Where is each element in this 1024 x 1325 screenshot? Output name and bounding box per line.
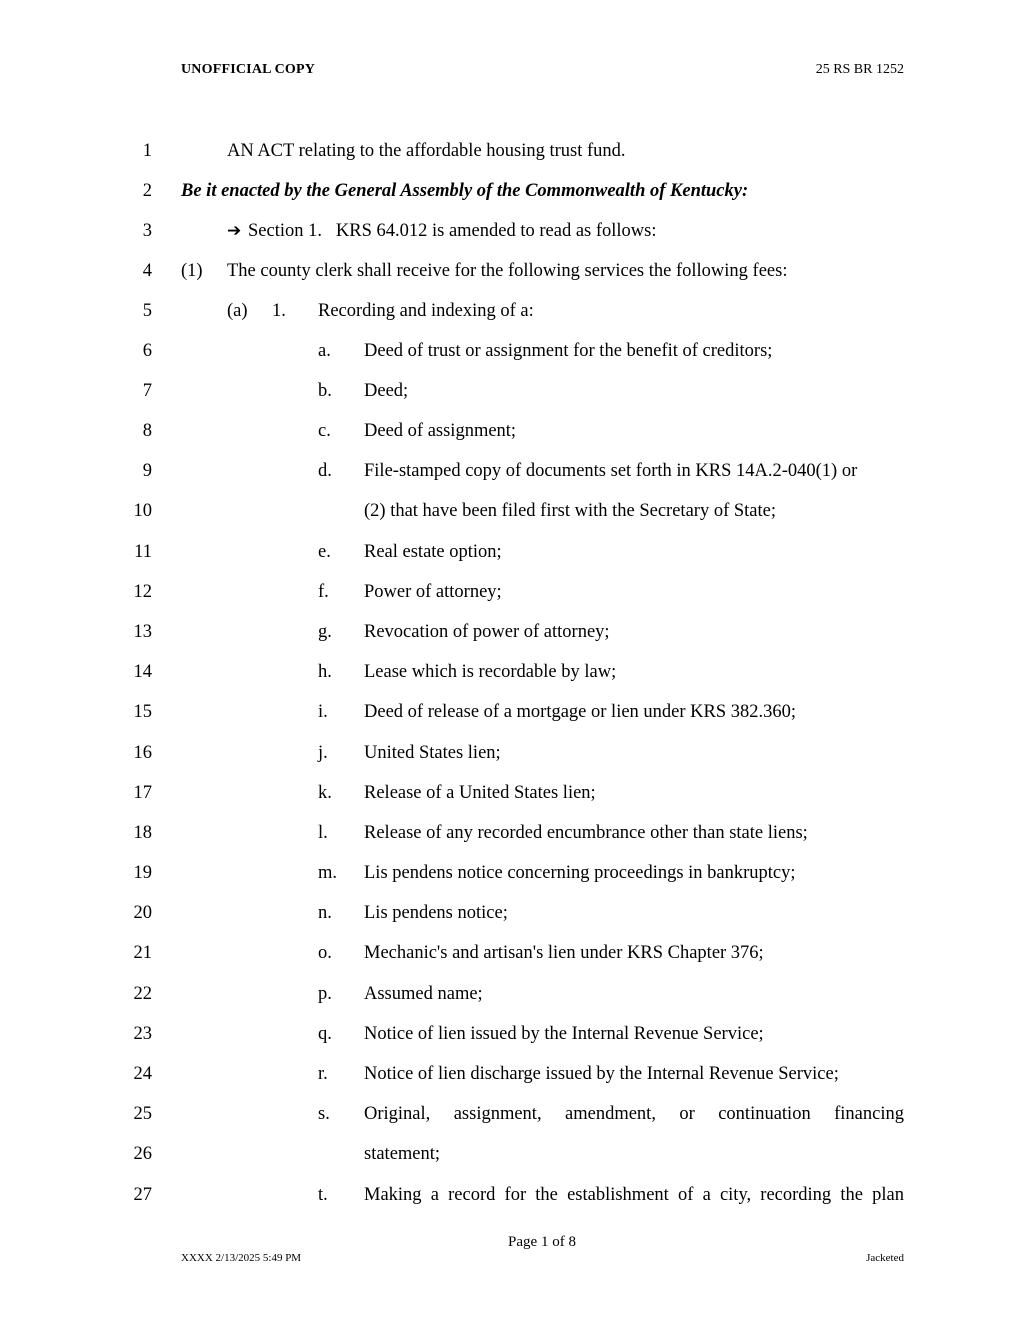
line-text: Power of attorney; — [364, 582, 502, 602]
line-number: 17 — [133, 783, 152, 803]
document-line — [0, 296, 1024, 326]
footer-status: Jacketed — [866, 1252, 904, 1264]
document-line — [0, 1139, 1024, 1169]
document-line — [0, 738, 1024, 768]
line-number: 11 — [134, 542, 152, 562]
line-number: 7 — [142, 381, 152, 401]
line-number: 19 — [133, 863, 152, 883]
line-text: Lis pendens notice; — [364, 903, 508, 923]
document-line — [0, 577, 1024, 607]
document-line — [0, 256, 1024, 286]
line-text: (2) that have been filed first with the Secretary of State; — [364, 501, 776, 521]
act-title: AN ACT relating to the affordable housing trust fund. — [227, 141, 626, 161]
item-label: h. — [318, 662, 332, 682]
line-number: 14 — [133, 662, 152, 682]
line-text: United States lien; — [364, 743, 501, 763]
item-label: j. — [318, 743, 328, 763]
line-number: 8 — [142, 421, 152, 441]
line-number: 25 — [133, 1104, 152, 1124]
item-label: b. — [318, 381, 332, 401]
line-text: Deed of assignment; — [364, 421, 517, 441]
document-line — [0, 818, 1024, 848]
line-text: File-stamped copy of documents set forth in KRS 14A.2-040(1) or — [364, 461, 858, 481]
line-number: 10 — [133, 501, 152, 521]
line-number: 21 — [133, 943, 152, 963]
document-line — [0, 1180, 1024, 1210]
line-number: 24 — [133, 1064, 152, 1084]
item-label: o. — [318, 943, 332, 963]
document-line — [0, 657, 1024, 687]
page-number: Page 1 of 8 — [508, 1234, 576, 1250]
line-text: Notice of lien issued by the Internal Revenue Service; — [364, 1024, 764, 1044]
item-label: q. — [318, 1024, 332, 1044]
subparagraph-label: 1. — [272, 301, 286, 321]
header-bill-request-number: 25 RS BR 1252 — [815, 62, 904, 77]
line-number: 12 — [133, 582, 152, 602]
line-number: 16 — [133, 743, 152, 763]
line-text: Real estate option; — [364, 542, 502, 562]
line-text: Release of any recorded encumbrance other than state liens; — [364, 823, 808, 843]
line-text: Notice of lien discharge issued by the Internal Revenue Service; — [364, 1064, 839, 1084]
line-text: Making a record for the establishment of a city, recording the plan — [364, 1185, 904, 1205]
document-line — [0, 456, 1024, 486]
document-line — [0, 1019, 1024, 1049]
line-text: Recording and indexing of a: — [318, 301, 534, 321]
line-number: 23 — [133, 1024, 152, 1044]
document-line — [0, 898, 1024, 928]
item-label: f. — [318, 582, 329, 602]
item-label: n. — [318, 903, 332, 923]
document-line — [0, 697, 1024, 727]
document-line — [0, 336, 1024, 366]
line-text: Deed of trust or assignment for the benefit of creditors; — [364, 341, 773, 361]
document-line — [0, 617, 1024, 647]
document-line — [0, 176, 1024, 206]
header-unofficial-copy: UNOFFICIAL COPY — [181, 62, 316, 77]
line-number: 20 — [133, 903, 152, 923]
line-text: Assumed name; — [364, 984, 483, 1004]
paragraph-label: (a) — [227, 301, 248, 321]
document-line — [0, 537, 1024, 567]
line-number: 15 — [133, 702, 152, 722]
item-label: p. — [318, 984, 332, 1004]
item-label: c. — [318, 421, 331, 441]
line-text: Deed of release of a mortgage or lien under KRS 382.360; — [364, 702, 797, 722]
document-line — [0, 216, 1024, 246]
line-number: 6 — [142, 341, 152, 361]
item-label: e. — [318, 542, 331, 562]
line-number: 9 — [142, 461, 152, 481]
document-line — [0, 858, 1024, 888]
line-text: Mechanic's and artisan's lien under KRS Chapter 376; — [364, 943, 764, 963]
item-label: m. — [318, 863, 338, 883]
line-text: Revocation of power of attorney; — [364, 622, 610, 642]
line-text: The county clerk shall receive for the following services the following fees: — [227, 261, 788, 281]
line-text: Original, assignment, amendment, or continuation financing — [364, 1104, 904, 1124]
line-text: Lease which is recordable by law; — [364, 662, 617, 682]
document-line — [0, 136, 1024, 166]
line-number: 22 — [133, 984, 152, 1004]
item-label: a. — [318, 341, 331, 361]
item-label: t. — [318, 1185, 328, 1205]
line-number: 1 — [142, 141, 152, 161]
line-number: 2 — [142, 181, 152, 201]
subsection-label: (1) — [181, 261, 203, 281]
line-number: 27 — [133, 1185, 152, 1205]
section-heading: Section 1. KRS 64.012 is amended to read as follows: — [248, 221, 657, 241]
item-label: d. — [318, 461, 332, 481]
document-line — [0, 416, 1024, 446]
item-label: l. — [318, 823, 328, 843]
footer-timestamp: XXXX 2/13/2025 5:49 PM — [181, 1252, 302, 1264]
line-number: 26 — [133, 1144, 152, 1164]
document-line — [0, 979, 1024, 1009]
enacting-clause: Be it enacted by the General Assembly of the Commonwealth of Kentucky: — [181, 181, 749, 201]
document-line — [0, 1099, 1024, 1129]
line-text: statement; — [364, 1144, 441, 1164]
line-number: 18 — [133, 823, 152, 843]
item-label: i. — [318, 702, 328, 722]
line-text: Deed; — [364, 381, 409, 401]
line-number: 4 — [142, 261, 152, 281]
item-label: s. — [318, 1104, 330, 1124]
document-line — [0, 778, 1024, 808]
line-text: Release of a United States lien; — [364, 783, 596, 803]
document-line — [0, 938, 1024, 968]
item-label: g. — [318, 622, 332, 642]
item-label: k. — [318, 783, 332, 803]
document-line — [0, 376, 1024, 406]
line-number: 3 — [142, 221, 152, 241]
item-label: r. — [318, 1064, 328, 1084]
document-line — [0, 496, 1024, 526]
line-number: 13 — [133, 622, 152, 642]
line-text: Lis pendens notice concerning proceedings in bankruptcy; — [364, 863, 796, 883]
line-number: 5 — [142, 301, 152, 321]
document-line — [0, 1059, 1024, 1089]
section-arrow-icon: ➔ — [227, 221, 242, 241]
